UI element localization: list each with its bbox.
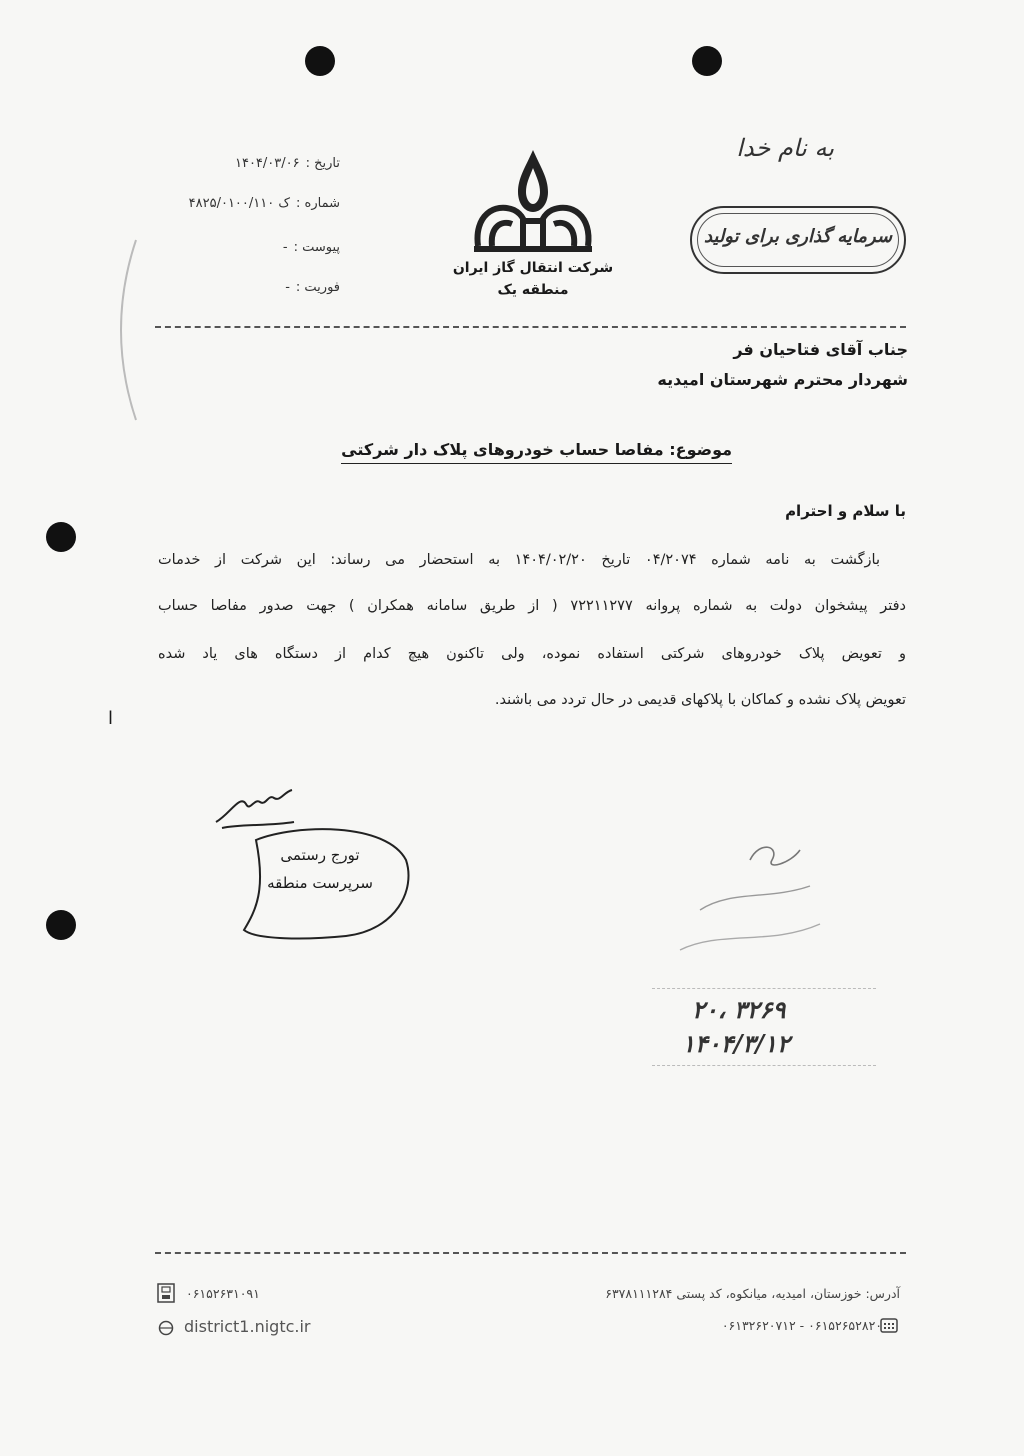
body-line-4: تعویض پلاک نشده و کماکان با پلاکهای قدیمی در حال تردد می باشند.	[494, 692, 906, 708]
punch-hole	[305, 46, 335, 76]
footer-website: district1.nigtc.ir	[184, 1317, 311, 1336]
recipient-line-2: شهردار محترم شهرستان امیدیه	[657, 370, 908, 389]
subject: موضوع: مفاصا حساب خودروهای پلاک دار شرکتی	[341, 440, 732, 464]
company-logo-icon	[470, 146, 596, 254]
body-line-1: بازگشت به نامه شماره ۰۴/۲۰۷۴ تاریخ ۱۴۰۴/۰۲/۲۰ به استحضار می رساند: این شرکت از خدمات	[158, 552, 880, 568]
meta-attachment: پیوست :-	[282, 240, 340, 255]
greeting: با سلام و احترام	[785, 502, 906, 520]
slogan-box	[690, 206, 906, 274]
slogan-text: سرمایه گذاری برای تولید	[703, 226, 893, 247]
basmala: به نام خدا	[736, 134, 834, 162]
footer-address: آدرس: خوزستان، امیدیه، میانکوه، کد پستی ۶۳۷۸۱۱۱۲۸۴	[605, 1286, 900, 1301]
margin-mark: ا	[108, 708, 114, 729]
handwritten-annotation	[640, 820, 840, 990]
meta-urgency: فوریت :-	[285, 280, 340, 295]
signatory-title: سرپرست منطقه	[267, 874, 373, 892]
phone-icon	[880, 1316, 898, 1334]
body-line-2: دفتر پیشخوان دولت به شماره پروانه ۷۲۲۱۱۲۷۷ ( از طریق سامانه همکران ) جهت صدور مفاصا حساب	[158, 598, 906, 614]
meta-date: تاریخ :۱۴۰۴/۰۳/۰۶	[234, 156, 340, 171]
footer-fax: ۰۶۱۵۲۶۳۱۰۹۱	[186, 1286, 260, 1301]
receipt-number: ۲۰، ۳۲۶۹	[692, 995, 786, 1024]
meta-number: شماره :ک ۴۸۲۵/۰۱۰۰/۱۱۰	[188, 196, 340, 211]
recipient-line-1: جناب آقای فتاحیان فر	[733, 340, 908, 359]
receipt-stamp	[652, 988, 876, 1066]
company-region: منطقه یک	[497, 282, 569, 298]
footer-divider	[155, 1252, 906, 1254]
footer-phones: ۰۶۱۵۲۶۵۲۸۲۰ - ۰۶۱۳۲۶۲۰۷۱۲	[721, 1318, 882, 1333]
punch-hole	[692, 46, 722, 76]
fax-icon	[157, 1283, 175, 1303]
header-divider	[155, 326, 906, 328]
punch-hole	[46, 522, 76, 552]
signatory-name: تورج رستمی	[280, 846, 360, 864]
body-line-3: و تعویض پلاک خودروهای شرکتی استفاده نموده، ولی تاکنون هیچ کدام از دستگاه های یاد شده	[158, 646, 906, 662]
web-icon	[158, 1320, 174, 1336]
punch-hole	[46, 910, 76, 940]
company-name: شرکت انتقال گاز ایران	[452, 260, 614, 276]
receipt-date: ۱۴۰۴/۳/۱۲	[682, 1029, 790, 1058]
binder-arc	[96, 230, 156, 430]
